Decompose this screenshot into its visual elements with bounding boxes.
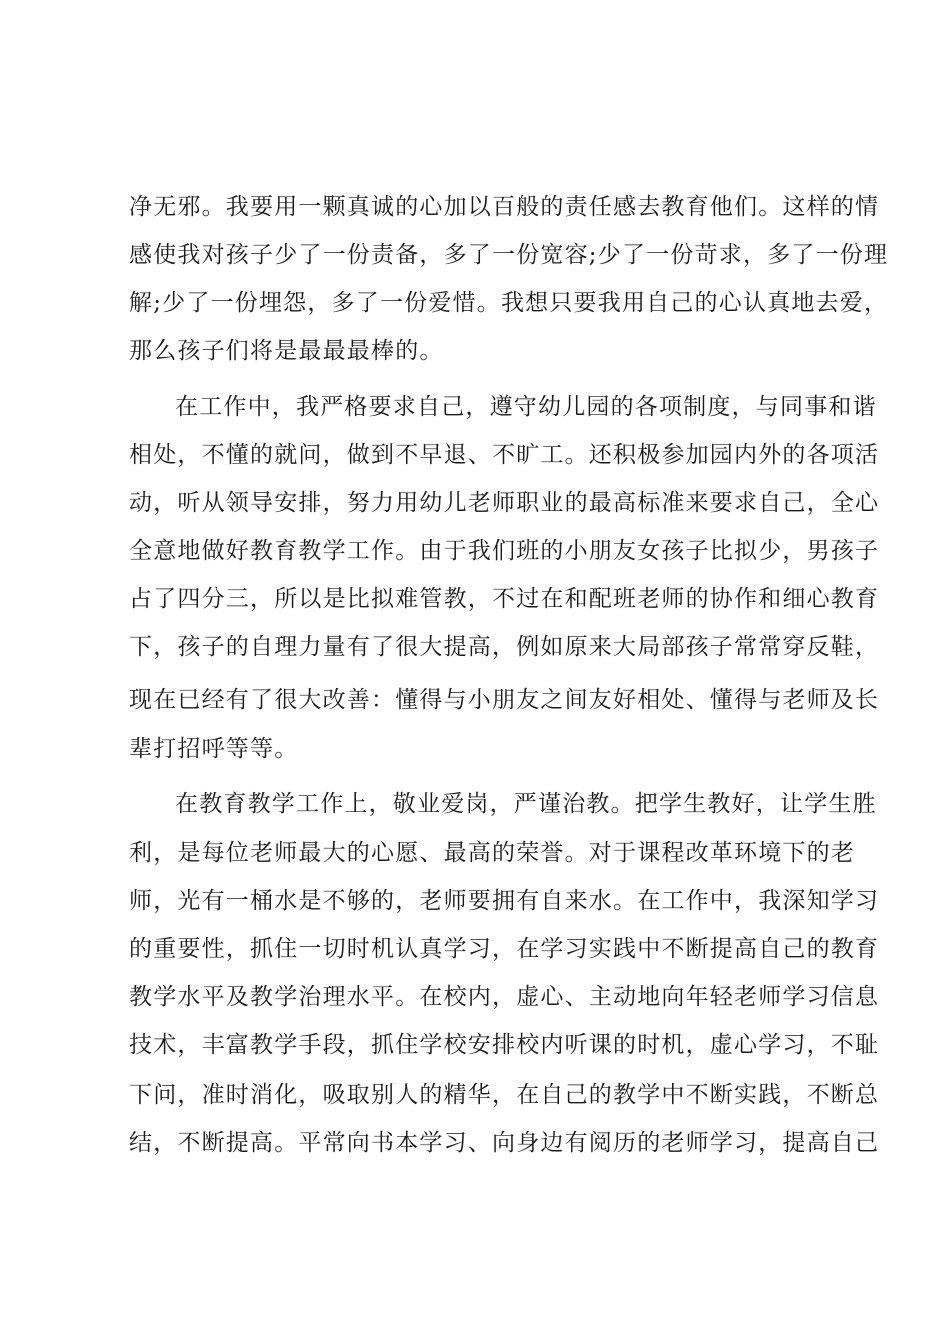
paragraph-2-line-8: 辈打招呼等等。 bbox=[129, 736, 299, 762]
paragraph-3-line-3: 师，光有一桶水是不够的，老师要拥有自来水。在工作中，我深知学习 bbox=[129, 888, 880, 914]
paragraph-3-line-4: 的重要性，抓住一切时机认真学习，在学习实践中不断提高自己的教育 bbox=[129, 936, 880, 962]
paragraph-3-line-2: 利，是每位老师最大的心愿、最高的荣誉。对于课程改革环境下的老 bbox=[129, 840, 855, 866]
paragraph-2-line-6: 下，孩子的自理力量有了很大提高，例如原来大局部孩子常常穿反鞋， bbox=[129, 634, 880, 660]
paragraph-1-line-3: 解;少了一份埋怨，多了一份爱惜。我想只要我用自己的心认真地去爱， bbox=[129, 290, 889, 316]
paragraph-3-line-5: 教学水平及教学治理水平。在校内，虚心、主动地向年轻老师学习信息 bbox=[129, 984, 880, 1010]
paragraph-2-line-3: 动，听从领导安排，努力用幼儿老师职业的最高标准来要求自己，全心 bbox=[129, 490, 880, 516]
paragraph-3-line-1: 在教育教学工作上，敬业爱岗，严谨治教。把学生教好，让学生胜 bbox=[175, 791, 877, 817]
paragraph-1-line-1: 净无邪。我要用一颗真诚的心加以百般的责任感去教育他们。这样的情 bbox=[129, 194, 880, 220]
paragraph-2-line-7: 现在已经有了很大改善：懂得与小朋友之间友好相处、懂得与老师及长 bbox=[129, 687, 880, 713]
paragraph-1-line-4: 那么孩子们将是最最最棒的。 bbox=[129, 338, 444, 364]
paragraph-2-line-4: 全意地做好教育教学工作。由于我们班的小朋友女孩子比拟少，男孩子 bbox=[129, 538, 880, 564]
paragraph-3-line-6: 技术，丰富教学手段，抓住学校安排校内听课的时机，虚心学习，不耻 bbox=[129, 1032, 880, 1058]
paragraph-1-line-2: 感使我对孩子少了一份责备，多了一份宽容;少了一份苛求，多了一份理 bbox=[129, 242, 889, 268]
paragraph-2-line-1: 在工作中，我严格要求自己，遵守幼儿园的各项制度，与同事和谐 bbox=[175, 394, 877, 420]
paragraph-2-line-5: 占了四分三，所以是比拟难管教，不过在和配班老师的协作和细心教育 bbox=[129, 586, 880, 612]
paragraph-3-line-8: 结，不断提高。平常向书本学习、向身边有阅历的老师学习，提高自己 bbox=[129, 1130, 880, 1156]
paragraph-3-line-7: 下问，准时消化，吸取别人的精华，在自己的教学中不断实践，不断总 bbox=[129, 1082, 880, 1108]
paragraph-2-line-2: 相处，不懂的就问，做到不早退、不旷工。还积极参加园内外的各项活 bbox=[129, 442, 880, 468]
